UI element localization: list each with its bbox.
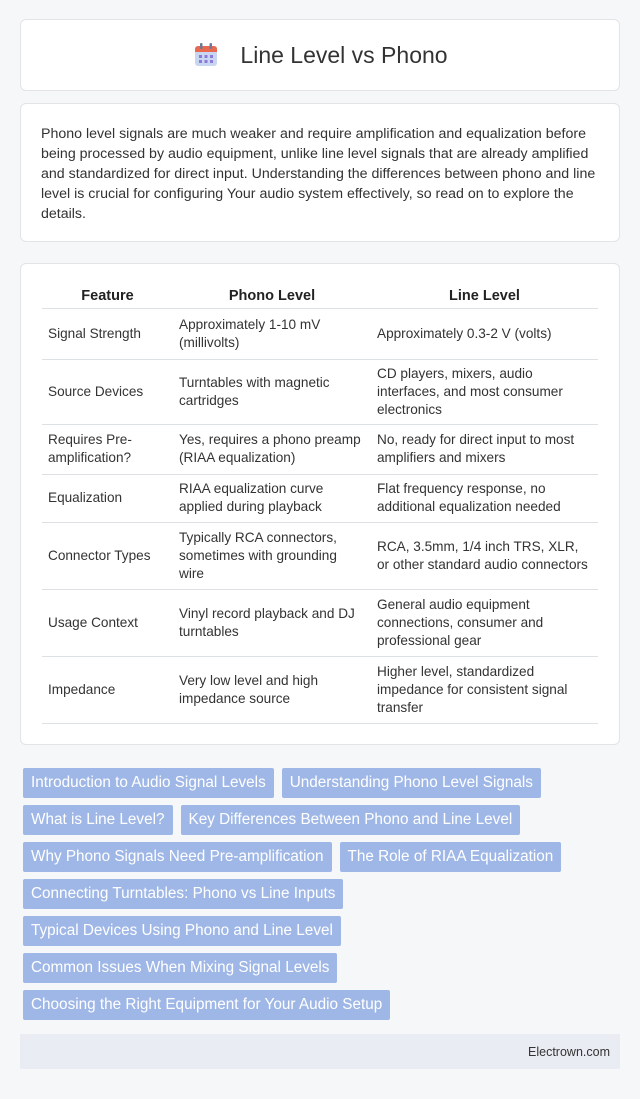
feature-cell: Usage Context — [42, 589, 173, 656]
phono-cell: Typically RCA connectors, sometimes with grounding wire — [173, 522, 371, 589]
link-what-is-line-level[interactable]: What is Line Level? — [23, 805, 173, 835]
header-line: Line Level — [371, 284, 598, 308]
feature-cell: Signal Strength — [42, 308, 173, 359]
calendar-icon — [192, 41, 220, 69]
link-row — [23, 916, 617, 953]
table-row — [42, 474, 598, 522]
table-header-row — [42, 284, 598, 308]
line-cell: Approximately 0.3-2 V (volts) — [371, 308, 598, 359]
line-cell: RCA, 3.5mm, 1/4 inch TRS, XLR, or other standard audio connectors — [371, 522, 598, 589]
link-key-differences[interactable]: Key Differences Between Phono and Line Level — [181, 805, 521, 835]
phono-cell: Turntables with magnetic cartridges — [173, 359, 371, 424]
footer-site-name[interactable]: Electrown.com — [528, 1044, 610, 1059]
related-links — [23, 768, 617, 1027]
link-choosing-equipment[interactable]: Choosing the Right Equipment for Your Audio Setup — [23, 990, 390, 1020]
table-row — [42, 424, 598, 474]
link-row — [23, 768, 617, 805]
table-row — [42, 308, 598, 359]
phono-cell: Approximately 1-10 mV (millivolts) — [173, 308, 371, 359]
table-row — [42, 589, 598, 656]
table-row — [42, 656, 598, 723]
phono-cell: RIAA equalization curve applied during playback — [173, 474, 371, 522]
comparison-table — [42, 284, 598, 724]
feature-cell: Requires Pre-amplification? — [42, 424, 173, 474]
link-understanding-phono[interactable]: Understanding Phono Level Signals — [282, 768, 541, 798]
header-feature: Feature — [42, 284, 173, 308]
link-why-preamp[interactable]: Why Phono Signals Need Pre-amplification — [23, 842, 332, 872]
title-card — [20, 19, 620, 91]
link-riaa-equalization[interactable]: The Role of RIAA Equalization — [340, 842, 562, 872]
phono-cell: Very low level and high impedance source — [173, 656, 371, 723]
phono-cell: Vinyl record playback and DJ turntables — [173, 589, 371, 656]
link-typical-devices[interactable]: Typical Devices Using Phono and Line Level — [23, 916, 341, 946]
page-title: Line Level vs Phono — [240, 41, 448, 68]
line-cell: Flat frequency response, no additional equalization needed — [371, 474, 598, 522]
line-cell: Higher level, standardized impedance for consistent signal transfer — [371, 656, 598, 723]
link-row — [23, 842, 617, 879]
link-row — [23, 990, 617, 1027]
comparison-table-card — [20, 263, 620, 745]
intro-paragraph: Phono level signals are much weaker and require amplification and equalization before being processed by audio equipment, unlike line level signals that are already amplified and standardized for direct input. Understanding the differences between phono and line level is crucial for configuring Your audio system effectively, so read on to explore the details. — [41, 126, 596, 222]
link-row — [23, 953, 617, 990]
table-row — [42, 522, 598, 589]
link-common-issues[interactable]: Common Issues When Mixing Signal Levels — [23, 953, 337, 983]
feature-cell: Impedance — [42, 656, 173, 723]
phono-cell: Yes, requires a phono preamp (RIAA equalization) — [173, 424, 371, 474]
intro-card — [20, 103, 620, 242]
header-phono: Phono Level — [173, 284, 371, 308]
feature-cell: Equalization — [42, 474, 173, 522]
link-row — [23, 879, 617, 916]
footer — [20, 1034, 620, 1069]
line-cell: No, ready for direct input to most amplifiers and mixers — [371, 424, 598, 474]
link-intro-audio-signal-levels[interactable]: Introduction to Audio Signal Levels — [23, 768, 274, 798]
line-cell: CD players, mixers, audio interfaces, and most consumer electronics — [371, 359, 598, 424]
link-connecting-turntables[interactable]: Connecting Turntables: Phono vs Line Inputs — [23, 879, 343, 909]
table-row — [42, 359, 598, 424]
link-row — [23, 805, 617, 842]
feature-cell: Connector Types — [42, 522, 173, 589]
line-cell: General audio equipment connections, consumer and professional gear — [371, 589, 598, 656]
feature-cell: Source Devices — [42, 359, 173, 424]
